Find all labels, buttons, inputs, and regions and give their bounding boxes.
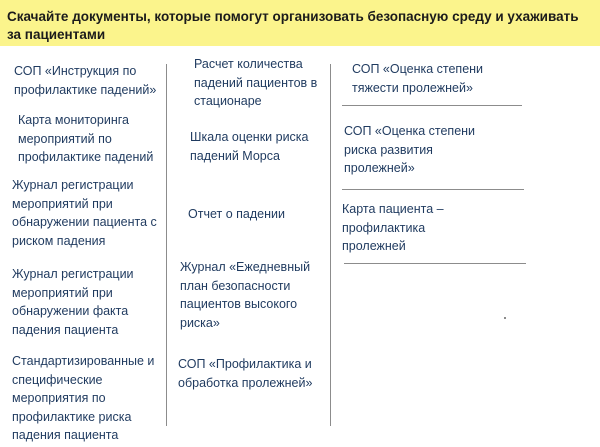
doc-link-pressure-ulcer-prevention-sop[interactable]: СОП «Профилактика и обработка пролежней» <box>178 357 313 390</box>
column3-separator-1 <box>342 105 522 106</box>
download-banner <box>0 0 600 46</box>
column-divider-2 <box>330 64 331 426</box>
column3-separator-3 <box>344 263 526 264</box>
column3-separator-2 <box>342 189 524 190</box>
doc-link-morse-fall-scale[interactable]: Шкала оценки риска падений Морса <box>190 130 309 163</box>
doc-link-daily-safety-plan-journal[interactable]: Журнал «Ежедневный план безопасности пациентов высокого риска» <box>180 260 311 330</box>
doc-link-pressure-ulcer-severity-sop[interactable]: СОП «Оценка степени тяжести пролежней» <box>352 62 484 95</box>
doc-link-fall-prevention-monitoring-card[interactable]: Карта мониторинга мероприятий по профилактике падений <box>18 113 154 164</box>
doc-link-fall-prevention-sop[interactable]: СОП «Инструкция по профилактике падений» <box>14 64 157 97</box>
doc-link-falls-count-calculation[interactable]: Расчет количества падений пациентов в стационаре <box>194 57 318 108</box>
doc-link-fall-fact-journal[interactable]: Журнал регистрации мероприятий при обнаружении факта падения пациента <box>12 267 134 337</box>
doc-link-pressure-ulcer-prevention-card[interactable]: Карта пациента – профилактика пролежней <box>342 202 444 253</box>
doc-link-fall-risk-journal[interactable]: Журнал регистрации мероприятий при обнаружении пациента с риском падения <box>12 178 157 248</box>
column-divider-1 <box>166 64 167 426</box>
doc-link-pressure-ulcer-risk-sop[interactable]: СОП «Оценка степени риска развития пролежней» <box>344 124 476 175</box>
doc-link-fall-risk-measures[interactable]: Стандартизированные и специфические мероприятия по профилактике риска падения пациента <box>12 354 155 442</box>
banner-title: Скачайте документы, которые помогут организовать безопасную среду и ухаживать за пациентами <box>7 9 579 42</box>
doc-link-fall-report[interactable]: Отчет о падении <box>188 207 285 221</box>
stray-dot <box>504 317 506 319</box>
